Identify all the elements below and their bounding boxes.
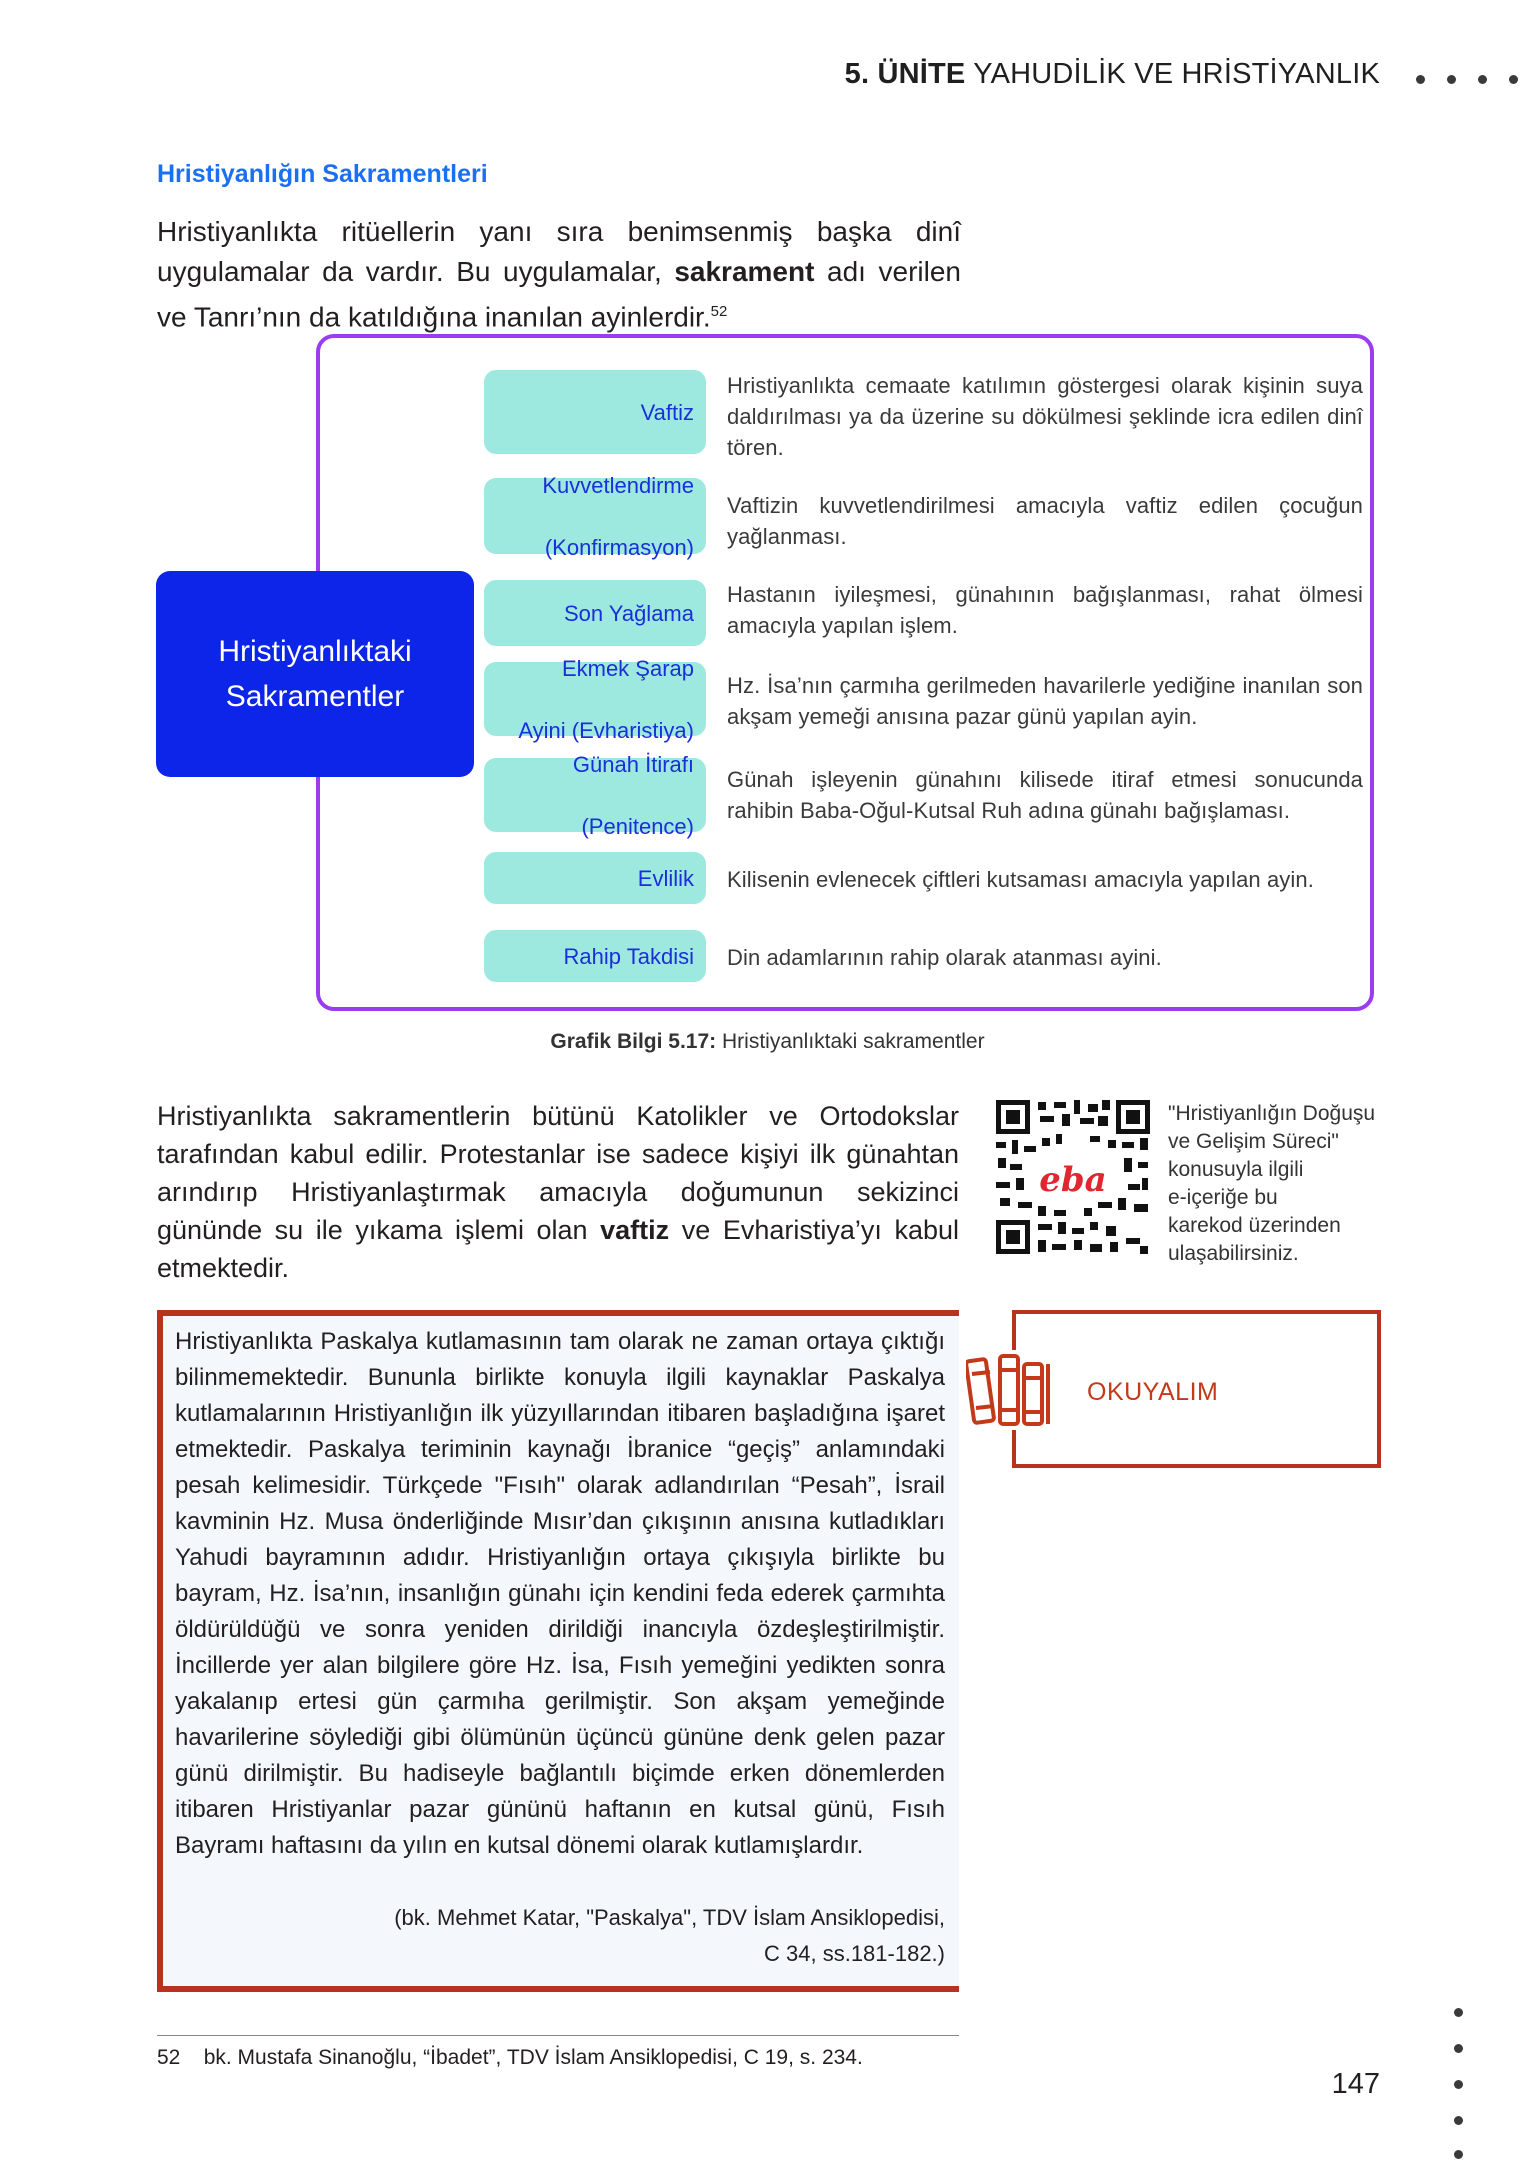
header-dot [1509, 75, 1518, 84]
footnote [157, 2046, 863, 2070]
sacrament-name: Evlilik [637, 865, 694, 891]
footnote-ref: 52 [710, 303, 728, 320]
footnote-text: bk. Mustafa Sinanoğlu, “İbadet”, TDV İslam Ansiklopedisi, C 19, s. 234. [203, 2046, 863, 2069]
intro-paragraph [157, 212, 961, 337]
sacrament-description: Vaftizin kuvvetlendirilmesi amacıyla vaftiz edilen çocuğun yağlanması. [727, 493, 1363, 549]
side-dot [1454, 2116, 1463, 2125]
header-dot [1478, 75, 1487, 84]
sacrament-name-sub: (Penitence) [581, 813, 694, 839]
unit-title: YAHUDİLİK VE HRİSTİYANLIK [973, 58, 1380, 90]
sacrament-name: Son Yağlama [563, 600, 694, 626]
reference-line: C 34, ss.181-182.) [764, 1941, 945, 1966]
side-dot [1454, 2008, 1463, 2017]
body-paragraph [157, 1097, 959, 1287]
qr-code[interactable] [994, 1098, 1152, 1256]
reading-text: Hristiyanlıkta Paskalya kutlamasının tam olarak ne zaman ortaya çıktığı bilinmemektedir. Bununla birlikte konuyla ilgili kaynaklar Paskalya kutlamalarının Hristiyanlığın ilk yüzyıllarından itibaren başladığına işaret etmektedir. Paskalya teriminin kaynağı İbranice “geçiş” anlamındaki pesah kelimesidir. Türkçede "Fısıh" olarak adlandırılan “Pesah”, İsrail kavminin Hz. Musa önderliğinde Mısır’dan çıkışının anısına kutladıkları Yahudi bayramının adıdır. Hristiyanlığın ortaya çıkışıyla birlikte bu bayram, Hz. İsa’nın, insanlığın günahı için kendini feda ederek çarmıhta öldürüldüğü ve sonra yeniden dirildiği inancıyla özdeşleştirilmiştir. İncillerde yer alan bilgilere göre Hz. İsa, Fısıh yemeğini yedikten sonra yakalanıp ertesi gün çarmıha gerilmiştir. Son akşam yemeğinde havarilerine söylediği gibi ölümünün üçüncü gününe denk gelen pazar günü dirilmiştir. Bu hadiseyle bağlantılı biçimde erken dönemlerden itibaren Hristiyanlar pazar gününü haftanın en kutsal günü, Fısıh Bayramı haftasını da yılın en kutsal dönemi olarak kutlamışlardır. [175, 1328, 945, 1859]
sacrament-description: Hastanın iyileşmesi, günahının bağışlanması, rahat ölmesi amacıyla yapılan işlem. [727, 582, 1363, 638]
sacrament-description: Hz. İsa’nın çarmıha gerilmeden havarilerle yediğine inanılan son akşam yemeği anısına pazar günü yapılan ayin. [727, 673, 1363, 729]
sacrament-description: Din adamlarının rahip olarak atanması ayini. [727, 945, 1162, 970]
qr-text-line: ve Gelişim Süreci" [1168, 1130, 1339, 1153]
figure-caption [0, 1030, 1535, 1054]
qr-text-line: karekod üzerinden [1168, 1214, 1341, 1237]
footnote-divider [157, 2035, 959, 2036]
reading-reference [175, 1900, 945, 1972]
qr-text-line: "Hristiyanlığın Doğuşu [1168, 1102, 1376, 1125]
body-text: Hristiyanlıkta sakramentlerin bütünü Katolikler ve Ortodokslar tarafından kabul edilir. Protestanlar ise sadece kişiyi ilk günahtan arındırıp Hristiyanlaştırmak amacıyla doğumunun sekizinci gününde su ile yıkama işlemi olan [157, 1101, 959, 1245]
sacrament-name: Vaftiz [640, 399, 694, 425]
sacrament-name: Kuvvetlendirme [542, 472, 694, 498]
sacrament-description: Kilisenin evlenecek çiftleri kutsaması amacıyla yapılan ayin. [727, 867, 1314, 892]
sacrament-name-sub: Ayini (Evharistiya) [518, 717, 694, 743]
books-icon [966, 1350, 1062, 1430]
eba-logo: eba [1039, 1160, 1107, 1200]
header-dot [1447, 75, 1456, 84]
qr-text-line: konusuyla ilgili [1168, 1158, 1304, 1181]
sacrament-label [484, 655, 706, 743]
sacrament-label [484, 930, 706, 982]
sacrament-label [484, 472, 706, 560]
qr-text-line: e-içeriğe bu [1168, 1186, 1278, 1209]
sacrament-label [484, 852, 706, 904]
sacrament-label [484, 580, 706, 646]
sacrament-description: Günah işleyenin günahını kilisede itiraf etmesi sonucunda rahibin Baba-Oğul-Kutsal Ruh adına günahı bağışlaması. [727, 767, 1363, 823]
intro-text: Hristiyanlıkta ritüellerin yanı sıra benimsenmiş başka dinî uygulamalar da vardır. Bu uygulamalar, [157, 216, 961, 287]
sacrament-name: Günah İtirafı [572, 751, 694, 777]
sacrament-label [484, 751, 706, 839]
unit-header [760, 58, 1380, 91]
intro-text: adı verilen ve Tanrı’nın da katıldığına inanılan ayinlerdir. [157, 256, 961, 333]
body-text: ve Evharistiya’yı kabul etmektedir. [157, 1215, 959, 1283]
body-bold-term: vaftiz [600, 1215, 670, 1245]
sacrament-name-sub: (Konfirmasyon) [544, 534, 694, 560]
okuyalim-label: OKUYALIM [1087, 1378, 1219, 1406]
central-node-line1: Hristiyanlıktaki [218, 635, 412, 668]
section-title: Hristiyanlığın Sakramentleri [157, 160, 488, 188]
caption-text: Hristiyanlıktaki sakramentler [716, 1030, 985, 1053]
intro-bold-term: sakrament [674, 256, 815, 287]
reference-line: (bk. Mehmet Katar, "Paskalya", TDV İslam Ansiklopedisi, [394, 1905, 945, 1930]
sacrament-description: Hristiyanlıkta cemaate katılımın göstergesi olarak kişinin suya daldırılması ya da üzerine su dökülmesi şeklinde icra edilen dinî tören. [727, 373, 1363, 460]
unit-number: 5. ÜNİTE [844, 58, 966, 90]
side-dot [1454, 2080, 1463, 2089]
caption-label: Grafik Bilgi 5.17: [550, 1030, 717, 1053]
qr-description [1168, 1100, 1398, 1268]
side-dot [1454, 2044, 1463, 2053]
sacrament-name: Rahip Takdisi [563, 943, 694, 969]
qr-text-line: ulaşabilirsiniz. [1168, 1242, 1299, 1265]
sacrament-label [484, 370, 706, 454]
header-dot [1416, 75, 1425, 84]
side-dot [1454, 2150, 1463, 2159]
footnote-number: 52 [157, 2046, 181, 2069]
sacrament-name: Ekmek Şarap [561, 655, 694, 681]
page-number: 147 [1331, 2068, 1380, 2100]
central-node-line2: Sakramentler [225, 680, 405, 713]
central-node [156, 571, 474, 777]
